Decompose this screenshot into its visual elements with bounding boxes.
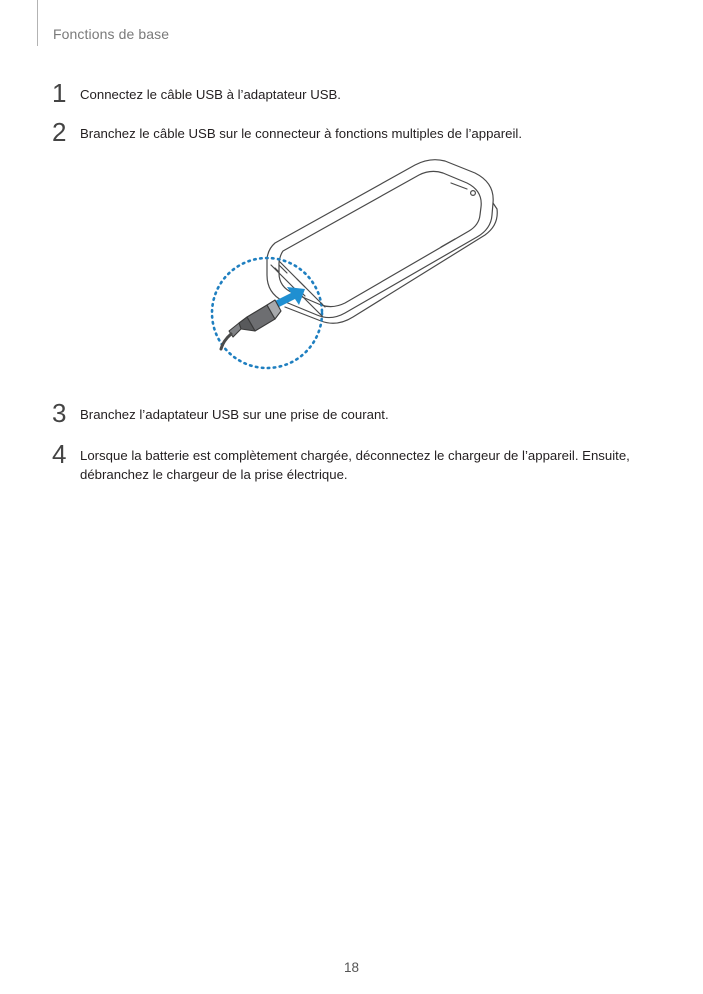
step-text: Connectez le câble USB à l’adaptateur USB. <box>80 87 341 102</box>
step-number: 4 <box>52 439 67 469</box>
step-text: Lorsque la batterie est complètement chargée, déconnectez le chargeur de l’appareil. Ensuite, débranchez le chargeur de la prise électrique. <box>80 448 630 482</box>
step-number: 3 <box>52 398 67 428</box>
step-number: 2 <box>52 117 67 147</box>
phone-usb-charging-illustration <box>205 155 505 380</box>
running-header: Fonctions de base <box>53 26 170 42</box>
page-number: 18 <box>343 960 360 975</box>
step-text: Branchez l’adaptateur USB sur une prise de courant. <box>80 407 389 422</box>
step-text: Branchez le câble USB sur le connecteur à fonctions multiples de l’appareil. <box>80 126 523 141</box>
page-edge-marker <box>37 0 38 46</box>
step-number: 1 <box>52 78 67 108</box>
